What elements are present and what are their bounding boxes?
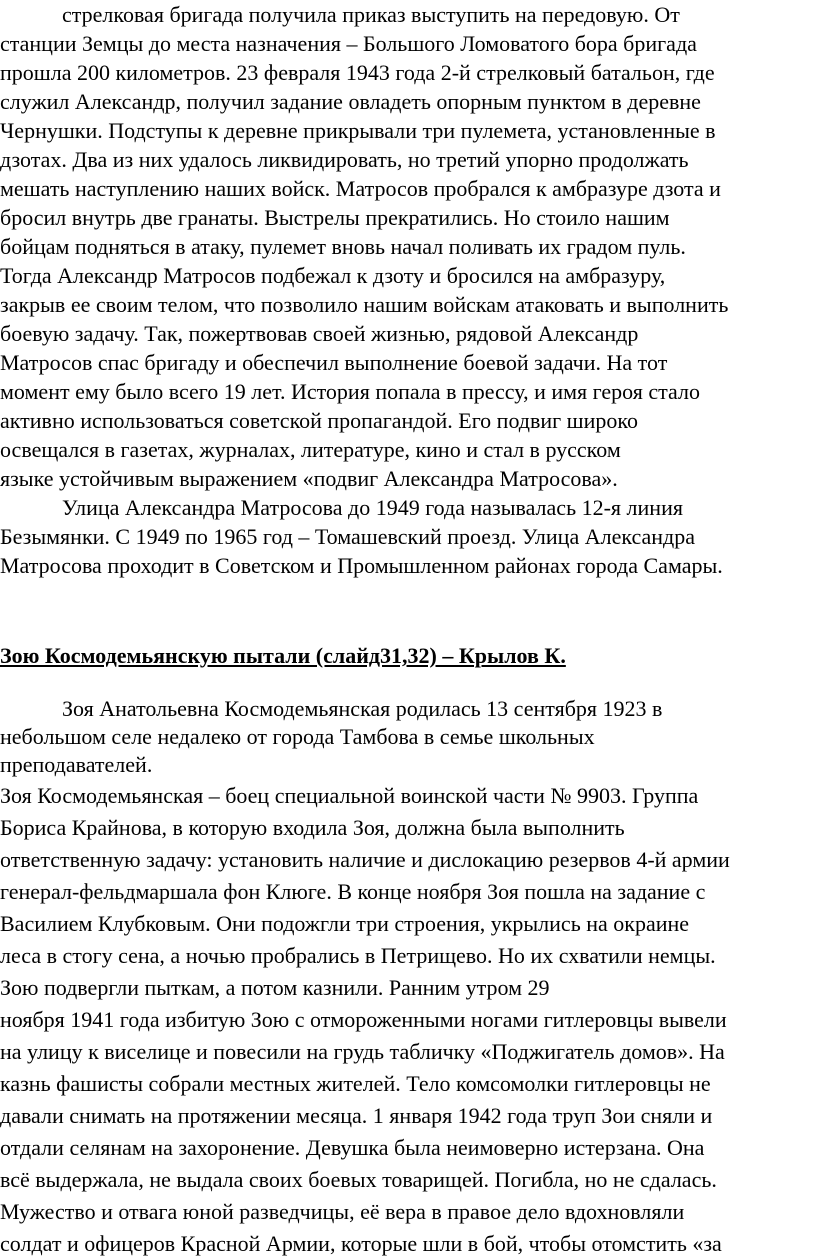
- paragraph-line: ответственную задачу: установить наличие и дислокацию резервов 4-й армии: [0, 847, 730, 872]
- paragraph-line: казнь фашисты собрали местных жителей. Тело комсомолки гитлеровцы не: [0, 1071, 711, 1096]
- paragraph-line: Василием Клубковым. Они подожгли три строения, укрылись на окраине: [0, 911, 690, 936]
- paragraph-line: служил Александр, получил задание овладеть опорным пунктом в деревне: [0, 89, 701, 114]
- paragraph-line: бойцам подняться в атаку, пулемет вновь начал поливать их градом пуль.: [0, 234, 686, 259]
- paragraph-line: солдат и офицеров Красной Армии, которые шли в бой, чтобы отомстить «за: [0, 1231, 722, 1256]
- paragraph-line: небольшом селе недалеко от города Тамбова в семье школьных: [0, 724, 595, 749]
- paragraph-line: бросил внутрь две гранаты. Выстрелы прекратились. Но стоило нашим: [0, 205, 670, 230]
- paragraph-line: Зоя Космодемьянская – боец специальной воинской части № 9903. Группа: [0, 783, 699, 808]
- paragraph-line: леса в стогу сена, а ночью пробрались в Петрищево. Но их схватили немцы.: [0, 943, 716, 968]
- paragraph-line: давали снимать на протяжении месяца. 1 января 1942 года труп Зои сняли и: [0, 1103, 713, 1128]
- paragraph-line: станции Земцы до места назначения – Большого Ломоватого бора бригада: [0, 31, 697, 56]
- paragraph-line: активно использоваться советской пропагандой. Его подвиг широко: [0, 408, 638, 433]
- paragraph-line: Матросов спас бригаду и обеспечил выполнение боевой задачи. На тот: [0, 350, 668, 375]
- paragraph-line: стрелковая бригада получила приказ выступить на передовую. От: [62, 2, 680, 27]
- paragraph-line: закрыв ее своим телом, что позволило нашим войскам атаковать и выполнить: [0, 292, 729, 317]
- paragraph-line: боевую задачу. Так, пожертвовав своей жизнью, рядовой Александр: [0, 321, 639, 346]
- paragraph-line: генерал-фельдмаршала фон Клюге. В конце ноября Зоя пошла на задание с: [0, 879, 706, 904]
- paragraph-line: Зоя Анатольевна Космодемьянская родилась 13 сентября 1923 в: [62, 696, 663, 721]
- paragraph-line: момент ему было всего 19 лет. История попала в прессу, и имя героя стало: [0, 379, 700, 404]
- paragraph-line: языке устойчивым выражением «подвиг Александра Матросова».: [0, 466, 618, 491]
- paragraph-line: дзотах. Два из них удалось ликвидировать, но третий упорно продолжать: [0, 147, 689, 172]
- paragraph-line: Безымянки. С 1949 по 1965 год – Томашевский проезд. Улица Александра: [0, 524, 696, 549]
- paragraph-line: освещался в газетах, журналах, литературе, кино и стал в русском: [0, 437, 621, 462]
- paragraph-line: мешать наступлению наших войск. Матросов пробрался к амбразуре дзота и: [0, 176, 721, 201]
- paragraph-line: отдали селянам на захоронение. Девушка была неимоверно истерзана. Она: [0, 1135, 705, 1160]
- paragraph-line: Мужество и отвага юной разведчицы, её вера в правое дело вдохновляли: [0, 1199, 685, 1224]
- paragraph-line: всё выдержала, не выдала своих боевых товарищей. Погибла, но не сдалась.: [0, 1167, 717, 1192]
- paragraph-line: прошла 200 километров. 23 февраля 1943 года 2-й стрелковый батальон, где: [0, 60, 715, 85]
- paragraph-line: Чернушки. Подступы к деревне прикрывали три пулемета, установленные в: [0, 118, 716, 143]
- paragraph-line: ноября 1941 года избитую Зою с отмороженными ногами гитлеровцы вывели: [0, 1007, 727, 1032]
- paragraph-line: Тогда Александр Матросов подбежал к дзоту и бросился на амбразуру,: [0, 263, 666, 288]
- paragraph-line: преподавателей.: [0, 752, 153, 777]
- section-heading: Зою Космодемьянскую пытали (слайд31,32) – Крылов К.: [0, 643, 566, 668]
- paragraph-line: Зою подвергли пыткам, а потом казнили. Ранним утром 29: [0, 975, 550, 1000]
- paragraph-line: на улицу к виселице и повесили на грудь табличку «Поджигатель домов». На: [0, 1039, 725, 1064]
- paragraph-line: Улица Александра Матросова до 1949 года называлась 12-я линия: [62, 495, 683, 520]
- paragraph-line: Бориса Крайнова, в которую входила Зоя, должна была выполнить: [0, 815, 625, 840]
- paragraph-line: Матросова проходит в Советском и Промышленном районах города Самары.: [0, 553, 723, 578]
